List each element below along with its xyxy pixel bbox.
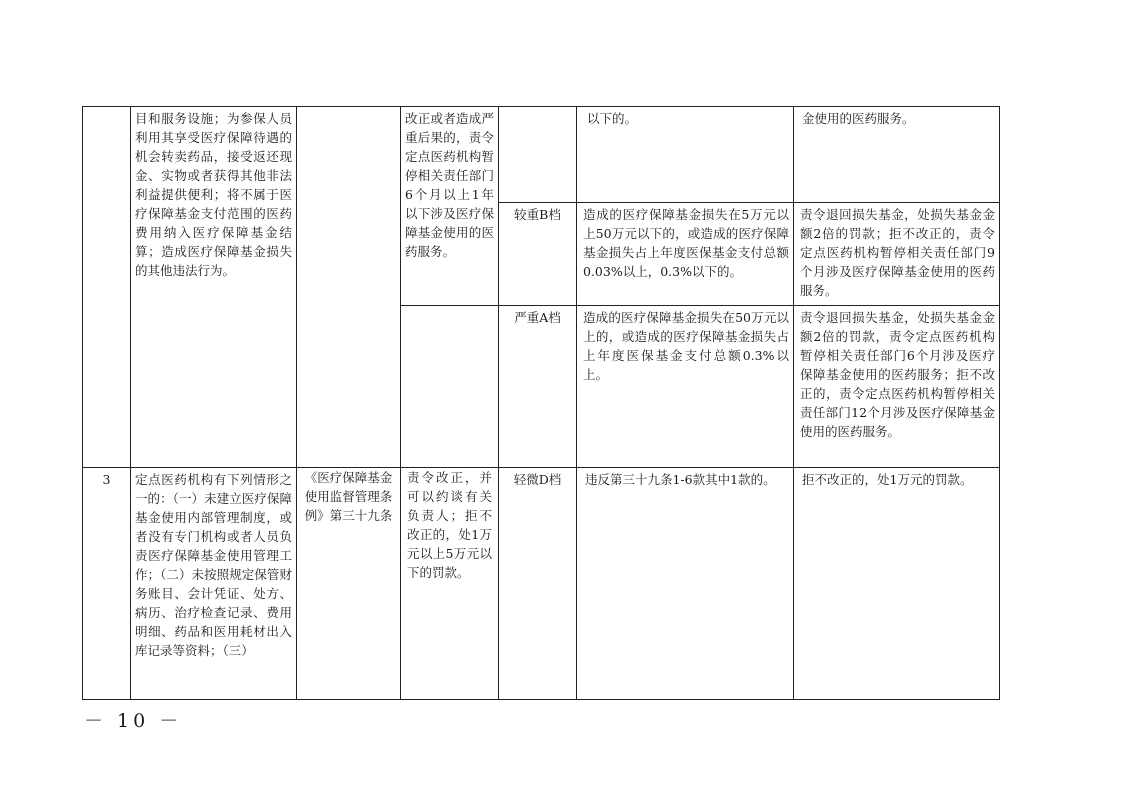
violation-behavior-cell: 定点医药机构有下列情形之一的：（一）未建立医疗保障基金使用内部管理制度，或者没有专门机构或者人员负责医疗保障基金使用管理工作；（二）未按照规定保管财务账目、会计凭证、处方、病历、治疗检查记录、费用明细、药品和医用耗材出入库记录等资料；（三）: [131, 468, 297, 700]
discretion-level-cell: 较重B档: [499, 203, 577, 306]
legal-basis-cell: 《医疗保障基金使用监督管理条例》第三十九条: [297, 468, 401, 700]
table-row: [83, 468, 1000, 700]
penalty-rule-cell-empty: [401, 306, 499, 468]
discretion-level-cell: 严重A档: [499, 306, 577, 468]
penalty-standard-cell: 责令退回损失基金，处损失基金金额2倍的罚款；拒不改正的，责令定点医药机构暂停相关责任部门9个月涉及医疗保障基金使用的医药服务。: [794, 203, 1000, 306]
seq-cell: 3: [83, 468, 131, 700]
penalty-standard-cell: 拒不改正的，处1万元的罚款。: [794, 468, 1000, 700]
violation-circumstance-cell: 造成的医疗保障基金损失在50万元以上的，或造成的医疗保障基金损失占上年度医保基金支付总额0.3%以上。: [577, 306, 794, 468]
penalty-standard-table: [82, 106, 1000, 700]
violation-behavior-cell: 目和服务设施；为参保人员利用其享受医疗保障待遇的机会转卖药品，接受返还现金、实物或者获得其他非法利益提供便利；将不属于医疗保障基金支付范围的医药费用纳入医疗保障基金结算；造成医疗保障基金损失的其他违法行为。: [131, 107, 297, 468]
penalty-rule-cell: 改正或者造成严重后果的，责令定点医药机构暂停相关责任部门6个月以上1年以下涉及医疗保障基金使用的医药服务。: [401, 107, 499, 306]
violation-circumstance-cell: 造成的医疗保障基金损失在5万元以上50万元以下的，或造成的医疗保障基金损失占上年度医保基金支付总额0.03%以上，0.3%以下的。: [577, 203, 794, 306]
seq-cell: [83, 107, 131, 468]
penalty-standard-cell: 金使用的医药服务。: [794, 107, 1000, 203]
discretion-level-cell: 轻微D档: [499, 468, 577, 700]
page-number: － 10 －: [84, 710, 183, 732]
discretion-level-cell: [499, 107, 577, 203]
penalty-standard-cell: 责令退回损失基金，处损失基金金额2倍的罚款，责令定点医药机构暂停相关责任部门6个月涉及医疗保障基金使用的医药服务；拒不改正的，责令定点医药机构暂停相关责任部门12个月涉及医疗保障基金使用的医药服务。: [794, 306, 1000, 468]
table-row: [83, 107, 1000, 203]
penalty-rule-cell: 责令改正，并可以约谈有关负责人；拒不改正的，处1万元以上5万元以下的罚款。: [401, 468, 499, 700]
violation-circumstance-cell: 违反第三十九条1-6款其中1款的。: [577, 468, 794, 700]
violation-circumstance-cell: 以下的。: [577, 107, 794, 203]
legal-basis-cell: [297, 107, 401, 468]
